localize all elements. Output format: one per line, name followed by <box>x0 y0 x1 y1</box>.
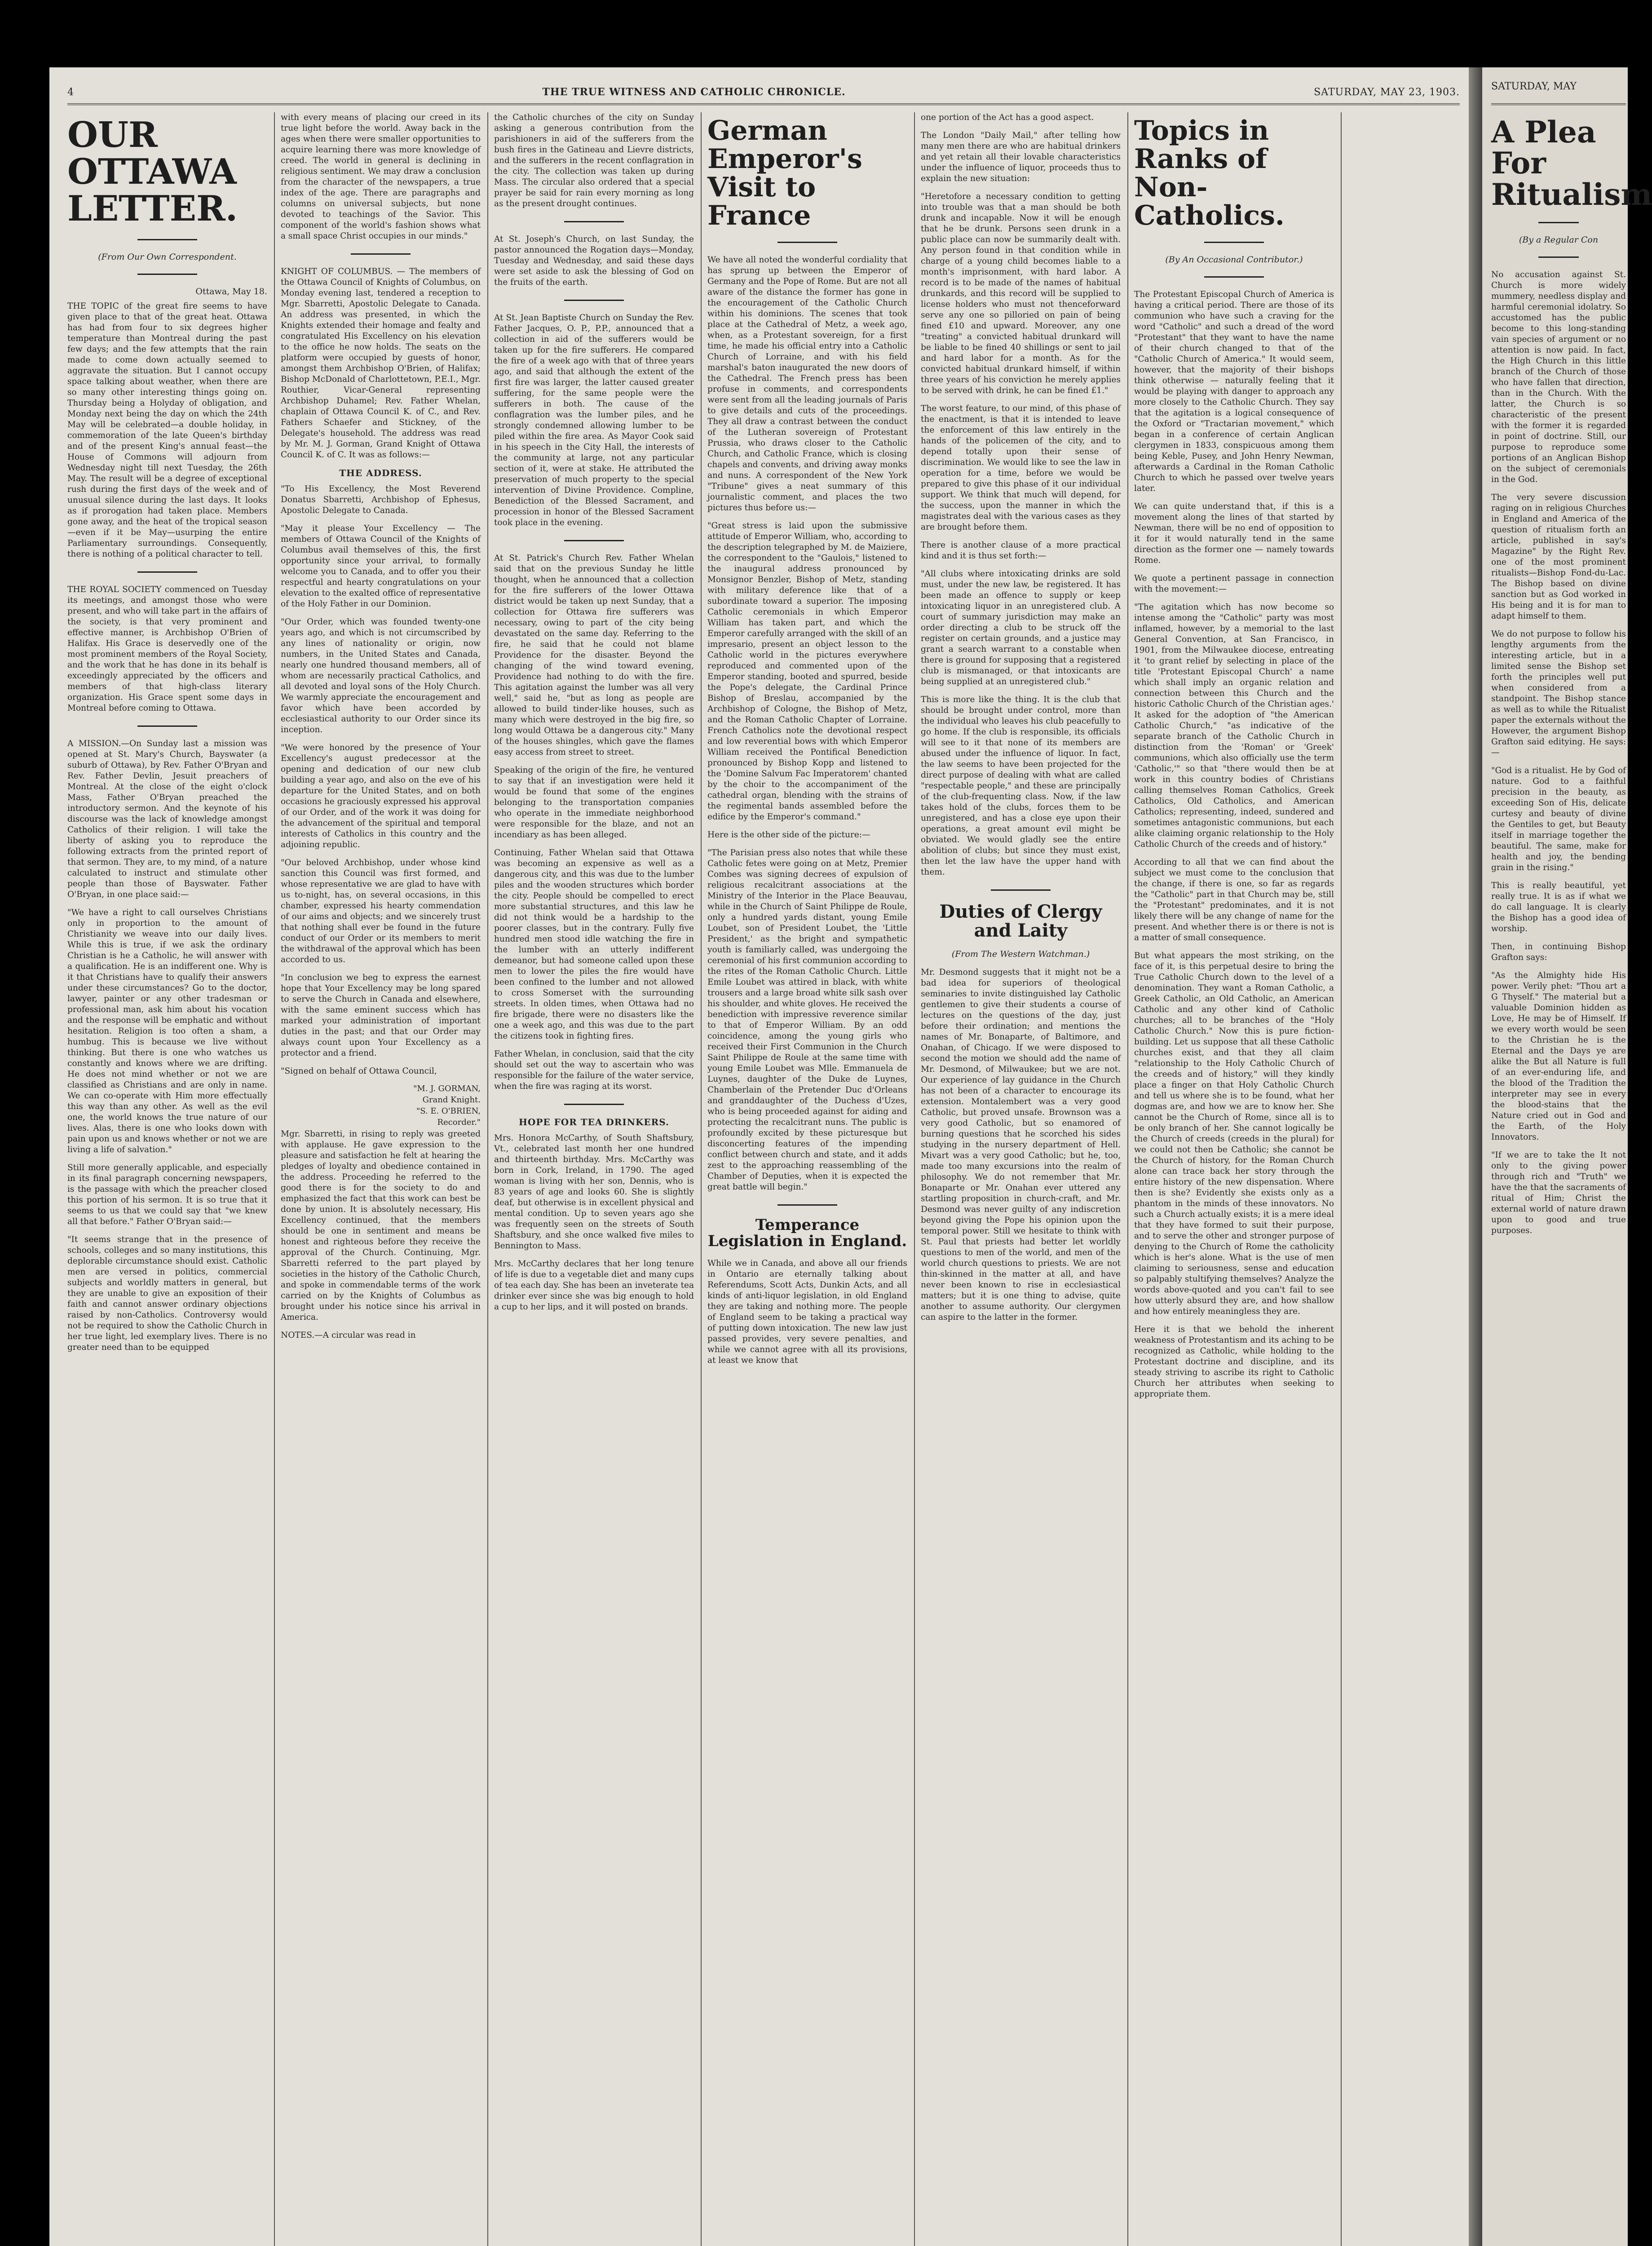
paragraph: "Our beloved Archbishop, under whose kind sanction this Council was first formed, and whose representative we are glad to have with us to-night, has, on several occasions, in this chamber, expressed his hearty commendation of our aims and objects; and we sincerely trust that nothing shall ever be found in the future conduct of our Order or its members to merit the withdrawal of the approval which has been accorded to us. <box>281 858 481 964</box>
headline-duties: Duties of Clergy and Laity <box>939 901 1102 941</box>
column-rule <box>487 112 488 2246</box>
paragraph: "God is a ritualist. He by God of nature. God to a faithful precision in the beauty, as exceeding Son of His, delicate curtesy and beauty of divine the Gentiles to get, but Beauty itself in marriage together the beautiful. The same, make for health and joy, the bending grain in the rising." <box>1491 765 1626 872</box>
paragraph: the Catholic churches of the city on Sunday asking a generous contribution from the parishioners in aid of the sufferers from the bush fires in the Gatineau and Lievre districts, and the sufferers in the recent conflagration in the city. The collection was taken up during Mass. The circular also ordered that a special prayer be said for rain every morning as long as the present drought continues. <box>494 113 694 208</box>
signature-name: "M. J. GORMAN, <box>413 1084 481 1093</box>
headline-ottawa-letter: OUR OTTAWA LETTER. <box>67 115 238 229</box>
paragraph: "All clubs where intoxicating drinks are sold must, under the new law, be registered. It has been made an offence to supply or keep intoxicating liquor in an unregistered club. A court of summary jurisdiction may make an order directing a club to be struck off the register on certain grounds, and a justice may grant a search warrant to a constable when there is ground for supposing that a registered club is mismanaged, or that intoxicants are being supplied at an unregistered club." <box>921 569 1121 686</box>
divider <box>564 221 624 222</box>
paragraph: THE TOPIC of the great fire seems to have given place to that of the great heat. Ottawa has had from four to six degrees higher temperature than Montreal during the past few days; and the few attempts that the rain made to come down actually seemed to aggravate the situation. But I cannot occupy space talking about weather, when there are so many other interesting things going on. Thursday being a Holyday of obligation, and Monday next being the day on which the 24th May will be celebrated—a double holiday, in commemoration of the late Queen's birthday and of the present King's annual feast—the House of Commons will adjourn from Wednesday night till next Tuesday, the 26th May. The result will be a degree of exceptional rush during the first days of the week and of unusual silence during the last days. It looks as if prorogation had taken place. Members gone away, and the heat of the tropical season—even if it be May—usurping the entire Parliamentary surroundings. Consequently, there is nothing of a political character to tell. <box>67 301 267 559</box>
column-2 <box>281 112 481 2246</box>
adjacent-page-date: SATURDAY, MAY <box>1491 81 1626 105</box>
column-4 <box>707 112 907 2246</box>
headline-german-emperor: German Emperor's Visit to France <box>707 115 862 231</box>
byline: (By An Occasional Contributor.) <box>1165 255 1303 265</box>
byline: (From Our Own Correspondent. <box>98 252 237 262</box>
paragraph: NOTES.—A circular was read in <box>281 1331 416 1340</box>
paragraph: "The agitation which has now become so intense among the "Catholic" party was most inflamed, however, by a memorial to the last General Convention, at San Francisco, in 1901, from the Milwaukee diocese, entreating it 'to grant relief by selecting in place of the title 'Protestant Episcopal Church' a name which shall imply an organic relation and connection between this Church and the historic Catholic Church of the Christian ages.' It asked for the adoption of "the American Catholic Church," "as indicative of the separate branch of the Catholic Church in distinction from the 'Roman' or 'Greek' communions, which also officially use the term 'Catholic,'" so that "there would then be at work in this country bodies of Christians calling themselves Roman Catholics, Greek Catholics, Old Catholics, and American Catholics; representing, indeed, sundered and sometimes antagonistic communions, but each alike claiming organic relationship to the Holy Catholic Church of the creeds and of history." <box>1134 602 1334 849</box>
column-rule <box>701 112 702 2246</box>
paragraph: Speaking of the origin of the fire, he ventured to say that if an investigation were held it would be found that some of the engines belonging to the transportation companies who operate in the immediate neighborhood were responsible for the blaze, and not an incendiary as has been alleged. <box>494 765 694 840</box>
paragraph: But what appears the most striking, on the face of it, is this perpetual desire to bring the True Catholic Church down to the level of a denomination. They want a Roman Catholic, a Greek Catholic, an Old Catholic, an American Catholic and any other kind of Catholic churches; all to be branches of the "Holy Catholic Church." Now this is pure fiction-building. Let us suppose that all these Catholic churches exist, and that they all claim "relationship to the Holy Catholic Church of the creeds and of history," will they kindly place a finger on that Holy Catholic Church and tell us where she is to be found, what her dogmas are, and how we are to know her. She cannot be the Church of Rome, since all is to be only branch of her. She cannot logically be the Church of creeds (creeds in the plural) for we could not then be Catholic; she cannot be the Church of history, for the Roman Church alone can trace back her story through the entire history of the new dispensation. Where then is she? Evidently she exists only as a phantom in the minds of these innovators. No such a Church actually exists; it is a mere ideal that they have formed to suit their purpose, and to serve the other and stronger purpose of denying to the Church of Rome the catholicity which is her's alone. What is the use of men claiming to seriousness, sense and education so palpably stultifying themselves? Analyze the words above-quoted and you can't fail to see how utterly absurd they are, and how shallow and how entirely meaningless they are. <box>1134 951 1334 1316</box>
divider <box>137 239 198 240</box>
paragraph: Then, in continuing Bishop Grafton says: <box>1491 942 1626 962</box>
paragraph: "We were honored by the presence of Your Excellency's august predecessor at the opening and dedication of our new club building a year ago, and also on the eve of his departure for the United States, and on both occasions he graciously expressed his approval of our Order, and of the work it was doing for the advancement of the spiritual and temporal interests of Catholics in this country and the adjoining republic. <box>281 743 481 849</box>
column-7 <box>1491 112 1652 2246</box>
paragraph: While we in Canada, and above all our friends in Ontario are eternally talking about Referendums, Scott Acts, Dunkin Acts, and all kinds of anti-liquor legislation, in old England they are taking and nothing more. The people of England seem to be taking a practical way of putting down intoxication. The new law just passed provides, very severe penalties, and while we cannot agree with all its provisions, at least we know that <box>707 1259 907 1366</box>
divider <box>351 253 411 255</box>
byline: (By a Regular Con <box>1519 234 1599 245</box>
divider <box>1538 256 1579 258</box>
paragraph: Father Whelan, in conclusion, said that the city should set out the way to ascertain who was responsible for the failure of the water service, when the fire was raging at its worst. <box>494 1049 694 1091</box>
page-header <box>67 81 1460 105</box>
dateline: Ottawa, May 18. <box>195 286 267 296</box>
divider <box>777 242 838 243</box>
paragraph: Here it is that we behold the inherent weakness of Protestantism and its aching to be recognized as Catholic, while holding to the Protestant doctrine and discipline, and its steady striving to ascribe its right to Catholic Church her attributes when seeking to appropriate them. <box>1134 1325 1334 1399</box>
paragraph: "Our Order, which was founded twenty-one years ago, and which is not circumscribed by any lines of nationality or origin, now numbers, in the United States and Canada, nearly one hundred thousand members, all of whom are necessarily practical Catholics, and all devoted and loyal sons of the Holy Church. We warmly appreciate the encouragement and favor which have been accorded by ecclesiastical authority to our Order since its inception. <box>281 617 481 734</box>
paragraph: "It seems strange that in the presence of schools, colleges and so many institutions, this deplorable circumstance should exist. Catholic men are versed in politics, commercial subjects and worldly matters in general, but they are unable to give an exposition of their faith and cannot answer ordinary objections raised by non-Catholics. Controversy would not be required to show the Catholic Church in her true light, led exemplary lives. There is no greater need than to be equipped <box>67 1234 267 1352</box>
paragraph: "We have a right to call ourselves Christians only in proportion to the amount of Christianity we weave into our daily lives. While this is true, if we ask the ordinary Christian is he a Catholic, he will answer with a qualification. He is an indifferent one. Why is it that Christians have to qualify their answers under these circumstances? Go to the doctor, lawyer, painter or any other tradesman or professional man, ask him about his vocation and the response will be emphatic and without hesitation. Religion is too often a sham, a humbug. This is because we live without thinking. But there is one who watches us constantly and knows where we are drifting. He does not mind whether or not we are classified as Christians and are only in name. We can co-operate with Him more effectually this way than any other. As well as the evil one, the world knows the true nature of our lives. Alas, there is one who looks down with pain upon us and knows whether or not we are living a life of salvation." <box>67 907 267 1154</box>
column-rule <box>914 112 915 2246</box>
paragraph: "If we are to take the It not only to the giving power through rich and "Truth" we have the that the sacraments of ritual of Him; Christ the external world of nature drawn upon to good and true purposes. <box>1491 1150 1626 1235</box>
column-rule <box>1341 112 1342 2246</box>
paragraph: Still more generally applicable, and especially in its final paragraph concerning newspapers, is the passage with which the preacher closed this portion of his sermon. It is so true that it seems to us that we could say that "we knew all that before." Father O'Bryan said:— <box>67 1163 267 1226</box>
column-5 <box>921 112 1121 2246</box>
paragraph: one portion of the Act has a good aspect. <box>921 113 1094 122</box>
divider <box>137 725 198 727</box>
column-6 <box>1134 112 1334 2246</box>
paragraph: Mr. Desmond suggests that it might not be a bad idea for superiors of theological seminaries to invite distinguished lay Catholic gentlemen to give their students a course of lectures on the questions of the day, just before their ordination; and mentions the names of Mr. Bonaparte, of Baltimore, and Onahan, of Chicago. If we were disposed to second the motion we should add the name of Mr. Desmond, of Milwaukee; but we are not. Our experience of lay guidance in the Church has not been of a character to encourage its extension. Montalembert was a very good Catholic, but proved unsafe. Brownson was a very good Catholic, but so enamored of burning questions that he scorched his sides studying in the nursery department of Hell. Mivart was a very good Catholic; but he, too, made too many excursions into the realm of philosophy. We do not remember that Mr. Bonaparte or Mr. Onahan ever uttered any startling proposition in church-craft, and Mr. Desmond was never guilty of any indiscretion beyond giving the Pope his opinion upon the temporal power. Still we hesitate to think with St. Paul that priests had better let worldly questions to men of the world, and men of the world church questions to priests. We are not thin-skinned in the matter at all, and have never been known to rise in ecclesiastical matters; but it is one thing to advise, quite another to assume authority. Our clergymen can aspire to the latter in the former. <box>921 968 1121 1322</box>
paragraph: We do not purpose to follow his lengthy arguments from the interesting article, but in a limited sense the Bishop set forth the principles well put when considered from a standpoint. The Bishop stance as well as to while the Ritualist paper the externals without the However, the argument Bishop Grafton said editying. He says:— <box>1491 629 1626 757</box>
paragraph: The very severe discussion raging on in religious Churches in England and America of the question of ritualism forth an article, published in say's Magazine" by the Right Rev. one of the most prominent ritualists—Bishop Fond-du-Lac. The Bishop based on divine sanction but as God worked in His being and it is for man to adapt himself to them. <box>1491 492 1626 621</box>
paragraph: The worst feature, to our mind, of this phase of the enactment, is that it is intended to leave the enforcement of this law entirely in the hands of the policemen of the city, and to depend totally upon their sense of discrimination. We would like to see the law in operation for a time, before we would be prepared to give this phase of it our individual support. We think that much will depend, for the success, upon the manner in which the magistrates deal with the various cases as they are brought before them. <box>921 404 1121 532</box>
paragraph: THE ROYAL SOCIETY commenced on Tuesday its meetings, and amongst those who were present, and who will take part in the affairs of the society, is that very prominent and effective manner, is Archbishop O'Brien of Halifax. His Grace is deservedly one of the most prominent members of the Royal Society, and the work that he has done in its behalf is exceedingly appreciated by the officers and members of that high-class literary organization. His Grace spent some days in Montreal before coming to Ottawa. <box>67 584 267 713</box>
paragraph: At St. Joseph's Church, on last Sunday, the pastor announced the Rogation days—Monday, Tuesday and Wednesday, and said these days were set aside to ask the blessing of God on the fruits of the earth. <box>494 234 694 287</box>
divider <box>991 889 1051 891</box>
paragraph: The Protestant Episcopal Church of America is having a critical period. There are those of its communion who have such a craving for the word "Catholic" and such a dread of the word "Protestant" that they want to have the name of their church changed to that of the "Catholic Church of America." It would seem, however, that the majority of their bishops think otherwise — naturally feeling that it would be playing with danger to approach any more closely to the Catholic Church. They say that the agitation is a logical consequence of the Oxford or "Tractarian movement," which began in a conference of certain Anglican clergymen in 1833, conspicuous among them being Keble, Pusey, and John Henry Newman, afterwards a Cardinal in the Roman Catholic Church to which he passed over twelve years later. <box>1134 290 1334 493</box>
paragraph: Mgr. Sbarretti, in rising to reply was greeted with applause. He gave expression to the pleasure and satisfaction he felt at hearing the pledges of loyalty and obedience contained in the address. Proceeding he referred to the good there is for the society to do and emphasized the fact that this work can best be done by union. It is absolutely necessary, His Excellency continued, that the members should be one in sentiment and means be honest and righteous before they receive the approval of the Church. Continuing, Mgr. Sbarretti referred to the part played by societies in the history of the Catholic Church, and spoke in commendable terms of the work carried on by the Knights of Columbus as brought under his notice since his arrival in America. <box>281 1129 481 1322</box>
headline-topics: Topics in Ranks of Non-Catholics. <box>1134 115 1285 231</box>
paragraph: This is more like the thing. It is the club that should be brought under control, more than the individual who leaves his club peacefully to go home. If the club is responsible, its officials will see to it that none of its members are abused under the influence of liquor. In fact, the law seems to have been projected for the direct purpose of dealing with what are called "respectable people," and these are principally of the club-frequenting class. Now, if the law takes hold of the clubs, forces them to be unregistered, and has a close eye upon their operations, a great amount evil might be obviated. We would gladly see the entire abolition of clubs; but since they must exist, then let the law have the upper hand with them. <box>921 695 1121 877</box>
paragraph: There is another clause of a more practical kind and it is thus set forth:— <box>921 540 1121 561</box>
signature-title: Recorder." <box>437 1118 481 1127</box>
divider <box>564 300 624 301</box>
paragraph: "To His Excellency, the Most Reverend Donatus Sbarretti, Archbishop of Ephesus, Apostolic Delegate to Canada. <box>281 484 481 515</box>
signature-name: "S. E. O'BRIEN, <box>416 1106 481 1116</box>
paragraph: "As the Almighty hide His power. Verily phet: "Thou art a G Thyself." The material but a valuable Dominion hidden as Love, He may be of Himself. If we every worth would be seen to the Christian he is the Eternal and the Days ye are alike the But all Nature is full of an ever-enduring life, and the blood of the Tradition the interpreter may see in every the blood-stains that the Nature cried out in God and the Earth, of the Holy Innovators. <box>1491 970 1626 1142</box>
paragraph: We have all noted the wonderful cordiality that has sprung up between the Emperor of Germany and the Pope of Rome. But are not all aware of the distance the former has gone in the encouragement of the Catholic Church within his dominions. The scenes that took place at the Cathedral of Metz, a week ago, when, as a Protestant sovereign, for a first time, he made his official entry into a Catholic Church of Lorraine, and with his field marshal's baton inaugurated the new doors of the Cathedral. The French press has been profuse in comments, and correspondents were sent from all the leading journals of Paris to give details and cuts of the proceedings. They all draw a contrast between the conduct of the Lutheran sovereign of Protestant Prussia, who draws closer to the Catholic Church, and Catholic France, which is closing chapels and convents, and driving away monks and nuns. A correspondent of the New York "Tribune" gives a neat summary of this journalistic comment, and places the two pictures thus before us:— <box>707 255 907 513</box>
headline-plea-ritualism: A Plea For Ritualism <box>1491 115 1652 212</box>
paragraph: Continuing, Father Whelan said that Ottawa was becoming an expensive as well as a dangerous city, and this was due to the lumber piles and the wooden structures which border the city. People should be compelled to erect more substantial structures, and this law he did not think would be a hardship to the poorer classes, but in the contrary. Fully five hundred men stood idle watching the fire in the lumber with an utterly indifferent demeanor, but had someone called upon these men to lower the piles the fire would have been confined to the lumber and not allowed to cross Somerset with the surrounding streets. In olden times, when Ottawa had no fire brigade, there were no disasters like the one a week ago, and this was due to the part the citizens took in fighting fires. <box>494 848 694 1041</box>
paragraph: The London "Daily Mail," after telling how many men there are who are habitual drinkers and yet retain all their lovable characteristics under the influence of liquor, proceeds thus to explain the new situation: <box>921 131 1121 183</box>
divider <box>1538 222 1579 223</box>
column-3 <box>494 112 694 2246</box>
paragraph: "Signed on behalf of Ottawa Council, <box>281 1066 437 1076</box>
divider <box>137 571 198 573</box>
paragraph: Here is the other side of the picture:— <box>707 830 870 840</box>
paragraph: "May it please Your Excellency — The members of Ottawa Council of the Knights of Columbus avail themselves of this, the first opportunity since your arrival, to formally welcome you to Canada, and to offer you their respectful and hearty congratulations on your elevation to the exalted office of representative of the Holy Father in our Dominion. <box>281 524 481 609</box>
paragraph: No accusation against St. Church is more widely mummery, needless display and harmful ceremonial idolatry. So accustomed has the public become to this long-standing vain species of argument or no attention is now paid. In fact, the High Church in this little branch of the Church of those who have fallen that direction, than in the Church. With the latter, the Church is so characteristic of the present with the former it is regarded in point of doctrine. Still, our purpose to reproduce some portions of an Anglican Bishop on the subject of ceremonials in the God. <box>1491 270 1626 484</box>
divider <box>564 540 624 541</box>
paragraph: We quote a pertinent passage in connection with the movement:— <box>1134 574 1334 594</box>
divider <box>777 1204 838 1206</box>
newspaper-page <box>49 67 1478 2246</box>
adjacent-page <box>1482 67 1652 2246</box>
issue-date: SATURDAY, MAY 23, 1903. <box>1314 86 1460 98</box>
paragraph: Mrs. McCarthy declares that her long tenure of life is due to a vegetable diet and many cups of tea each day. She has been an inveterate tea drinker ever since she was big enough to hold a cup to her lips, and it will posted on brands. <box>494 1259 694 1312</box>
paragraph: Mrs. Honora McCarthy, of South Shaftsbury, Vt., celebrated last month her one hundred and thirteenth birthday. Mrs. McCarthy was born in Cork, Ireland, in 1790. The aged woman is living with her son, Dennis, who is 83 years of age and looks 60. She is slightly deaf, but otherwise is in excellent physical and mental condition. Up to seven years ago she was frequently seen on the streets of South Shaftsbury, and she once walked five miles to Bennington to Mass. <box>494 1133 694 1251</box>
paragraph: KNIGHT OF COLUMBUS. — The members of the Ottawa Council of Knights of Columbus, on Monday evening last, tendered a reception to Mgr. Sbarretti, Apostolic Delegate to Canada. An address was presented, in which the Knights extended their homage and fealty and congratulated His Excellency on his elevation to the office he now holds. The seats on the platform were occupied by guests of honor, amongst them Archbishop O'Brien, of Halifax; Bishop McDonald of Charlottetown, P.E.I., Mgr. Routhier, Vicar-General representing Archbishop Duhamel; Rev. Father Whelan, chaplain of Ottawa Council K. of C., and Rev. Fathers Schaefer and Stickney, of the Delegate's household. The address was read by Mr. M. J. Gorman, Grand Knight of Ottawa Council K. of C. It was as follows:— <box>281 267 481 460</box>
page-number: 4 <box>67 86 74 98</box>
paragraph: "Great stress is laid upon the submissive attitude of Emperor William, who, according to the description telegraphed by M. de Maiziere, the correspondent to the "Gaulois," listened to the inaugural address pronounced by Monsignor Benzler, Bishop of Metz, standing with military deference like that of a subordinate toward a superior. The imposing Catholic ceremonials in which Emperor William has taken part, and which the Emperor carefully arranged with the skill of an impresario, present an object lesson to the Catholic world in the pictures everywhere reproduced and commented upon of the Emperor standing, booted and spurred, beside the Pope's delegate, the Cardinal Prince Bishop of Breslau, accompanied by the Archbishop of Cologne, the Bishop of Metz, and the Roman Catholic Chapter of Lorraine. French Catholics note the devotional respect and low reverential bows with which Emperor William received the Pontifical Benediction pronounced by Bishop Kopp and listened to the 'Domine Salvum Fac Imperatorem' chanted by the choir to the accompaniment of the cathedral organ, blending with the strains of the regimental bands assembled before the edifice by the Emperor's command." <box>707 521 907 822</box>
column-1 <box>67 112 267 2246</box>
paragraph: "In conclusion we beg to express the earnest hope that Your Excellency may be long spared to serve the Church in Canada and elsewhere, with the same eminent success which has marked your administration of important duties in the past; and that our Order may always count upon Your Excellency as a protector and a friend. <box>281 973 481 1058</box>
divider <box>1204 242 1264 243</box>
signature-title: Grand Knight. <box>422 1095 481 1105</box>
paragraph: with every means of placing our creed in its true light before the world. Away back in the ages when there were smaller opportunities to acquire learning there was more knowledge of creed. The world in general is declining in religious sentiment. We may draw a conclusion from the character of the newspapers, a true index of the age. There are paragraphs and columns on universal subjects, but none devoted to teachings of the Savior. This component of the world's fashion shows what a small space Christ occupies in our minds." <box>281 113 481 241</box>
divider <box>1204 276 1264 278</box>
section-heading-address: THE ADDRESS. <box>339 468 422 478</box>
divider <box>137 274 198 275</box>
newspaper-title: THE TRUE WITNESS AND CATHOLIC CHRONICLE. <box>542 86 846 98</box>
paragraph: This is really beautiful, yet really true. It is as if what we do call language. It is clearly the Bishop has a good idea of worship. <box>1491 880 1626 933</box>
paragraph: At St. Patrick's Church Rev. Father Whelan said that on the previous Sunday he little thought, when he announced that a collection for the fire sufferers of the lower Ottawa district would be taken up next Sunday, that a collection for Ottawa fire sufferers was necessary, owing to part of the city being devastated on the same day. Referring to the fire, he said that he could not blame Providence for the disaster. Beyond the changing of the wind toward evening, Providence had nothing to do with the fire. This agitation against the lumber was all very well," said he, "but as long as people are allowed to build tinder-like houses, such as many which were destroyed in the big fire, so long would Ottawa be a dangerous city." Many of the houses shingles, which gave the flames easy access from street to street. <box>494 553 694 757</box>
paragraph: We can quite understand that, if this is a movement along the lines of that started by Newman, there will be no end of opposition to it for it would naturally tend in the same direction as the former one — namely towards Rome. <box>1134 502 1334 565</box>
column-rule <box>1127 112 1128 2246</box>
divider <box>564 1104 624 1105</box>
paragraph: "The Parisian press also notes that while these Catholic fetes were going on at Metz, Premier Combes was signing decrees of expulsion of religious recalcitrant associations at the Ministry of the Interior in the Place Beauvau, while in the Church of Saint Philippe de Roule, only a hundred yards distant, young Emile Loubet, son of President Loubet, the 'Little President,' as the bright and sympathetic youth is familiarly called, was undergoing the ceremonial of his first communion according to the rites of the Roman Catholic Church. Little Emile Loubet was attired in black, with white trousers and a large broad white silk sash over his shoulder, and white gloves. He received the benediction with impressive reverence similar to that of Emperor William. By an odd coincidence, among the young girls who received their First Communion in the Church Saint Philippe de Roule at the same time with young Emile Loubet was Mlle. Emmanuela de Luynes, daughter of the Duke de Luynes, Chamberlain of the Pretender Duc d'Orleans and granddaughter of the Duchess d'Uzes, who is being proceeded against for aiding and protecting the recalcitrant nuns. The public is profoundly excited by these picturesque but disconcerting features of the impending conflict between church and state, and it adds zest to the approaching reassembling of the Chamber of Deputies, when it is expected the great battle will begin." <box>707 848 907 1192</box>
column-rule <box>274 112 275 2246</box>
paragraph: According to all that we can find about the subject we must come to the conclusion that the change, if there is one, so far as regards the "Catholic" part in that Church may be, still the "Protestant" predominates, and it is not likely there will be any change of name for the present. And whether there is or there is not is a matter of small consequence. <box>1134 858 1334 942</box>
paragraph: A MISSION.—On Sunday last a mission was opened at St. Mary's Church, Bayswater (a suburb of Ottawa), by Rev. Father O'Bryan and Rev. Father Devlin, Jesuit preachers of Montreal. At the close of the eight o'clock Mass, Father O'Bryan preached the introductory sermon. And the keynote of his discourse was the lack of knowledge amongst Catholics of their religion. I will take the liberty of asking you to reproduce the following extracts from the printed report of that sermon. They are, to my mind, of a nature calculated to instruct and stimulate other people than those of Bayswater. Father O'Bryan, in one place said:— <box>67 738 267 899</box>
section-heading-tea: HOPE FOR TEA DRINKERS. <box>519 1117 669 1127</box>
headline-temperance: Temperance Legislation in England. <box>707 1216 907 1250</box>
byline: (From The Western Watchman.) <box>951 949 1090 959</box>
paragraph: "Heretofore a necessary condition to getting into trouble was that a man should be both drunk and incapable. Now it will be enough that he be drunk. Persons seen drunk in a public place can now be summarily dealt with. Any person found in that condition while in charge of a young child becomes liable to a month's imprisonment, with hard labor. A record is to be made of the names of habitual drunkards, and this record will be supplied to license holders who must not thenceforward serve any one so pilloried on pain of being fined £10 and upward. Moreover, any one "treating" a convicted habitual drunkard will be liable to be fined 40 shillings or sent to jail and hard labor for a month. As for the convicted habitual drunkard himself, if within three years of his conviction he merely applies to be served with drink, he can be fined £1." <box>921 192 1121 395</box>
paragraph: At St. Jean Baptiste Church on Sunday the Rev. Father Jacques, O. P., P.P., announced that a collection in aid of the sufferers would be taken up for the fire sufferers. He compared the fire of a week ago with that of three years ago, and said that although the extent of the first fire was larger, the latter caused greater suffering, for the same people were the sufferers in both. The cause of the conflagration was the lumber piles, and he strongly condemned allowing lumber to be piled within the fire area. As Mayor Cook said in his speech in the City Hall, the interests of the community at large, not any particular section of it, were at stake. He attributed the preservation of much property to the special intervention of Divine Providence. Compline, Benediction of the Blessed Sacrament, and procession in honor of the Blessed Sacrament took place in the evening. <box>494 313 694 527</box>
